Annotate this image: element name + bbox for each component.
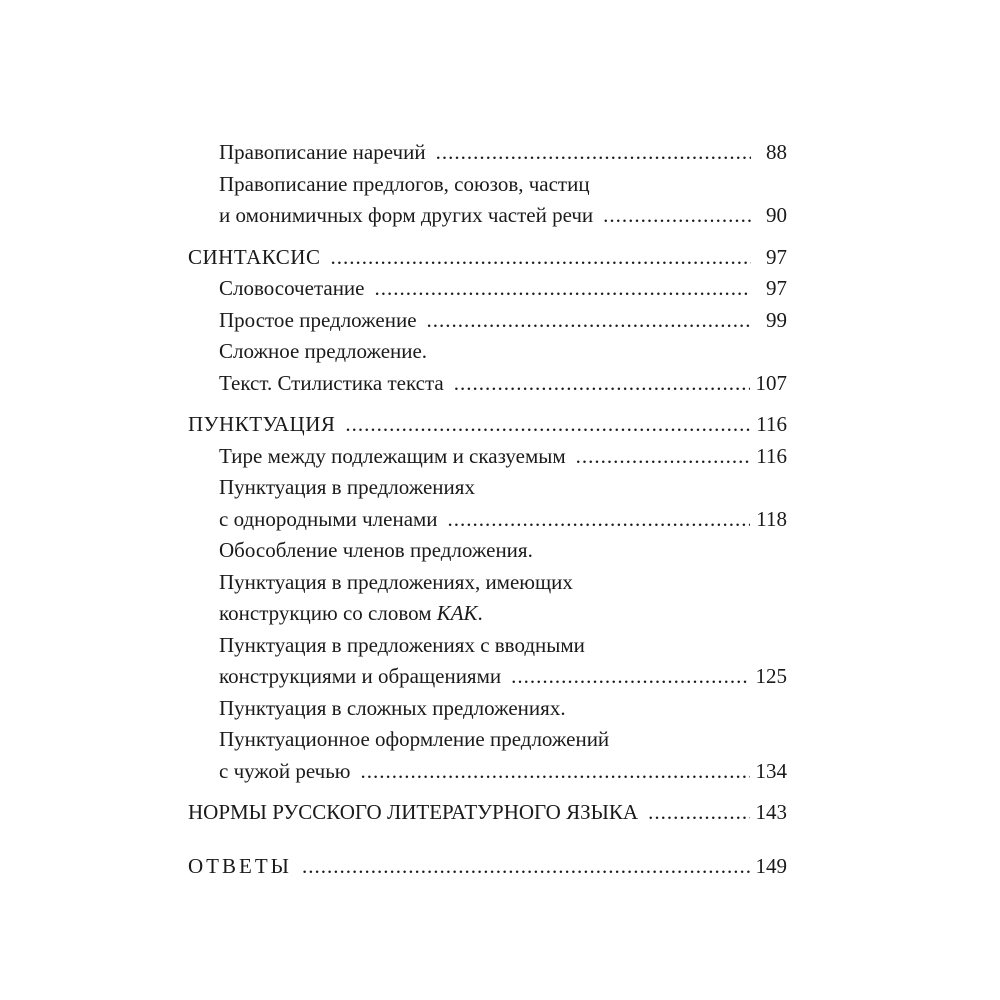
label-suffix: . <box>477 601 483 625</box>
toc-entry-label: Простое предложение <box>219 307 417 332</box>
toc-section-answers <box>188 851 787 883</box>
toc-entry-label: и омонимичных форм других частей речи <box>219 203 594 227</box>
toc-entry-label: Пунктуация в сложных предложениях. <box>219 695 566 720</box>
dot-leader <box>436 137 751 169</box>
dot-leader <box>360 756 749 788</box>
label-prefix: конструкцию со словом <box>219 601 437 625</box>
toc-entry-label: Пунктуация в предложениях <box>219 475 475 499</box>
dot-leader <box>345 409 750 441</box>
dot-leader <box>330 242 751 274</box>
toc-entry-isolation-line5 <box>188 661 787 693</box>
toc-page-number: 118 <box>756 506 787 531</box>
toc-entry-label: Текст. Стилистика текста <box>219 370 444 395</box>
toc-section-label: НОРМЫ РУССКОГО ЛИТЕРАТУРНОГО ЯЗЫКА <box>188 800 639 824</box>
toc-entry-label: с чужой речью <box>219 758 351 783</box>
toc-entry-isolation-line1 <box>188 535 787 567</box>
toc-entry-label: Пунктуация в предложениях с вводными <box>219 632 585 657</box>
toc-entry-complex-punct-line1 <box>188 693 787 725</box>
toc-section-label: ОТВЕТЫ <box>188 853 292 878</box>
toc-entry-label: с однородными членами <box>219 506 438 531</box>
label-italic-word: КАК <box>436 601 478 625</box>
toc-entry-adverbs <box>188 137 787 169</box>
toc-entry-label <box>219 598 483 630</box>
dot-leader <box>427 305 751 337</box>
toc-section-label: ПУНКТУАЦИЯ <box>188 412 336 436</box>
toc-entry-simple-sentence <box>188 305 787 337</box>
toc-entry-label: Пунктуация в предложениях, имеющих <box>219 569 573 594</box>
toc-entry-label: Правописание наречий <box>219 140 426 164</box>
toc-page-number: 97 <box>766 244 787 269</box>
table-of-contents <box>188 137 787 882</box>
dot-leader <box>302 851 750 883</box>
toc-page-number: 97 <box>766 276 787 300</box>
toc-entry-homogeneous-line2 <box>188 504 787 536</box>
toc-section-syntax <box>188 242 787 274</box>
dot-leader <box>576 441 751 473</box>
toc-page-number: 143 <box>755 800 787 824</box>
toc-page-number: 116 <box>756 412 787 436</box>
toc-entry-complex-sentence-line1 <box>188 336 787 368</box>
toc-entry-word-combination <box>188 273 787 305</box>
dot-leader <box>448 504 751 536</box>
toc-section-norms <box>188 797 787 829</box>
toc-page-number: 107 <box>755 370 787 395</box>
toc-page-number: 116 <box>756 443 787 468</box>
toc-entry-complex-sentence-line2 <box>188 368 787 400</box>
toc-page-number: 90 <box>766 203 787 227</box>
toc-entry-label: конструкциями и обращениями <box>219 664 502 688</box>
dot-leader <box>454 368 750 400</box>
dot-leader <box>648 797 749 829</box>
toc-entry-label: Обособление членов предложения. <box>219 538 533 562</box>
toc-page-number: 149 <box>755 853 787 878</box>
toc-entry-prepositions-line2 <box>188 200 787 232</box>
toc-entry-complex-punct-line3 <box>188 756 787 788</box>
toc-entry-isolation-line3 <box>188 598 787 630</box>
toc-entry-isolation-line4 <box>188 630 787 662</box>
toc-entry-prepositions-line1 <box>188 169 787 201</box>
toc-entry-homogeneous-line1 <box>188 472 787 504</box>
toc-entry-complex-punct-line2 <box>188 724 787 756</box>
dot-leader <box>603 200 751 232</box>
toc-entry-dash <box>188 441 787 473</box>
toc-entry-isolation-line2 <box>188 567 787 599</box>
toc-page-number: 99 <box>766 307 787 332</box>
toc-section-label: СИНТАКСИС <box>188 244 321 269</box>
dot-leader <box>375 273 752 305</box>
toc-entry-label: Правописание предлогов, союзов, частиц <box>219 171 590 196</box>
dot-leader <box>511 661 749 693</box>
toc-page-number: 88 <box>766 140 787 164</box>
toc-page-number: 134 <box>755 758 787 783</box>
toc-entry-label: Тире между подлежащим и сказуемым <box>219 443 566 468</box>
toc-entry-label: Сложное предложение. <box>219 339 428 363</box>
toc-section-punctuation <box>188 409 787 441</box>
toc-entry-label: Пунктуационное оформление предложений <box>219 727 610 751</box>
toc-page-number: 125 <box>755 664 787 688</box>
toc-entry-label: Словосочетание <box>219 276 365 300</box>
